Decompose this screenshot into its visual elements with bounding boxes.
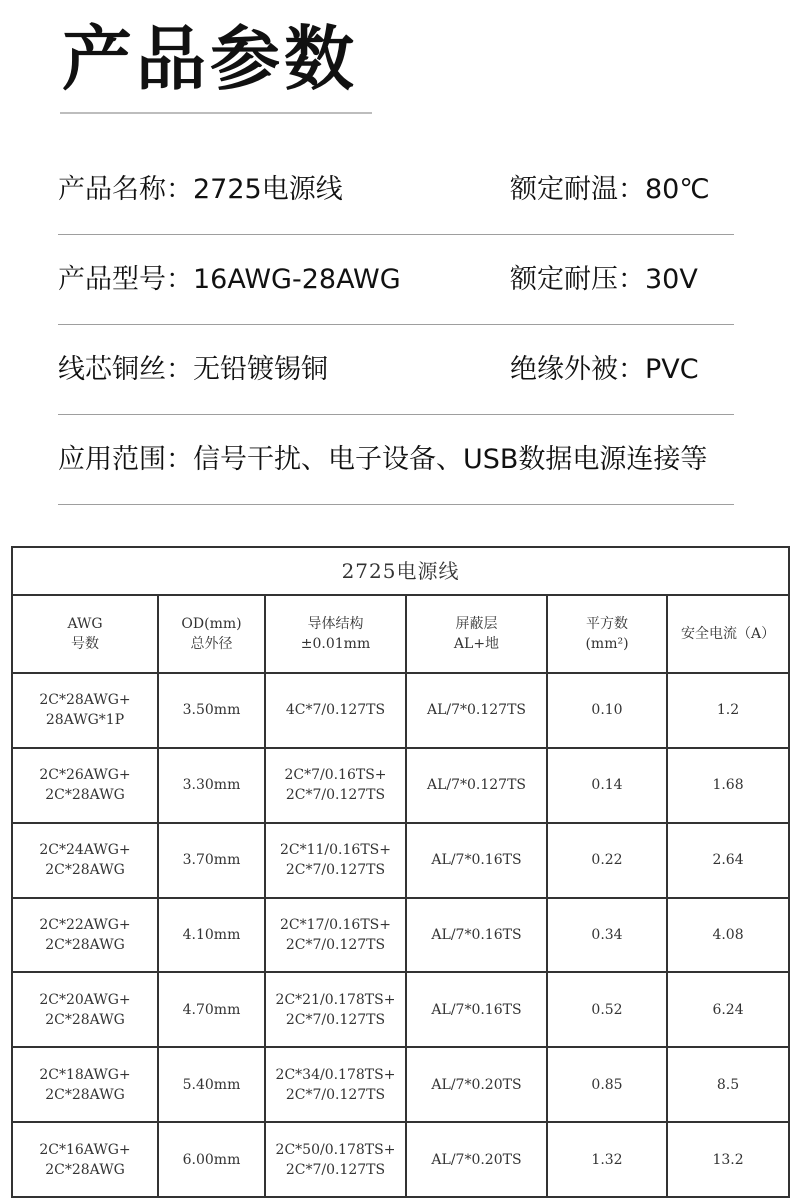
cell-shield: AL/7*0.20TS	[406, 1122, 547, 1197]
cell-line: 2C*28AWG	[45, 936, 125, 953]
cell-awg	[12, 748, 158, 823]
cell-line: 2C*17/0.16TS+	[280, 916, 391, 933]
cell-line: 2C*7/0.127TS	[285, 1011, 386, 1028]
table-caption: 2725电源线	[12, 547, 789, 595]
table-row	[12, 748, 789, 823]
cell-current: 13.2	[667, 1122, 789, 1197]
cell-shield: AL/7*0.127TS	[406, 748, 547, 823]
header-shield	[406, 595, 547, 673]
cell-line: 2C*21/0.178TS+	[275, 991, 396, 1008]
param-insulation: 绝缘外被：PVC	[510, 354, 699, 385]
param-core-wire: 线芯铜丝：无铅镀锡铜	[58, 354, 328, 385]
cell-area: 0.22	[547, 823, 667, 898]
cell-awg	[12, 673, 158, 748]
cell-conductor	[265, 1122, 406, 1197]
cell-line: 2C*7/0.127TS	[285, 862, 386, 879]
cell-awg	[12, 898, 158, 973]
header-line: ±0.01mm	[300, 636, 371, 652]
header-awg	[12, 595, 158, 673]
cell-awg	[12, 1047, 158, 1122]
header-line: 安全电流（A）	[680, 626, 776, 642]
cell-conductor	[265, 823, 406, 898]
header-line: 平方数	[586, 616, 628, 632]
cell-area: 0.34	[547, 898, 667, 973]
header-line: (mm²)	[585, 636, 629, 652]
cell-area: 1.32	[547, 1122, 667, 1197]
header-line: 号数	[71, 636, 99, 652]
table-row	[12, 972, 789, 1047]
cell-current: 8.5	[667, 1047, 789, 1122]
cell-line: 2C*7/0.127TS	[285, 1161, 386, 1178]
cell-awg	[12, 972, 158, 1047]
cell-current: 4.08	[667, 898, 789, 973]
param-product-model: 产品型号：16AWG-28AWG	[58, 264, 401, 295]
cell-line: 2C*34/0.178TS+	[275, 1066, 396, 1083]
header-area	[547, 595, 667, 673]
header-line: AWG	[67, 616, 103, 632]
cell-line: 2C*20AWG+	[39, 991, 131, 1008]
title-divider	[60, 112, 372, 114]
cell-line: 2C*28AWG+	[39, 692, 131, 709]
param-list	[58, 145, 734, 505]
cell-shield: AL/7*0.16TS	[406, 972, 547, 1047]
header-current	[667, 595, 789, 673]
cell-current: 6.24	[667, 972, 789, 1047]
cell-current: 2.64	[667, 823, 789, 898]
cell-area: 0.85	[547, 1047, 667, 1122]
cell-line: 2C*28AWG	[45, 862, 125, 879]
cell-od: 3.50mm	[158, 673, 265, 748]
cell-line: 2C*28AWG	[45, 1011, 125, 1028]
table-row	[12, 823, 789, 898]
cell-od: 4.10mm	[158, 898, 265, 973]
cell-line: 2C*7/0.16TS+	[284, 767, 387, 784]
cell-line: 2C*7/0.127TS	[285, 1086, 386, 1103]
cell-conductor	[265, 898, 406, 973]
page-title: 产品参数	[62, 18, 358, 100]
header-conductor	[265, 595, 406, 673]
cell-conductor	[265, 972, 406, 1047]
cell-od: 5.40mm	[158, 1047, 265, 1122]
cell-od: 6.00mm	[158, 1122, 265, 1197]
cell-line: 28AWG*1P	[45, 712, 125, 729]
table-row	[12, 1122, 789, 1197]
cell-awg	[12, 823, 158, 898]
param-row	[58, 325, 734, 415]
cell-line: 2C*7/0.127TS	[285, 936, 386, 953]
cell-line: 2C*28AWG	[45, 1086, 125, 1103]
param-rated-voltage: 额定耐压：30V	[510, 264, 698, 295]
cell-line: 2C*7/0.127TS	[285, 787, 386, 804]
table-row	[12, 898, 789, 973]
cell-line: 2C*22AWG+	[39, 916, 131, 933]
cell-area: 0.10	[547, 673, 667, 748]
header-line: AL+地	[453, 636, 500, 652]
cell-line: 2C*50/0.178TS+	[275, 1141, 396, 1158]
cell-area: 0.52	[547, 972, 667, 1047]
cell-line: 2C*24AWG+	[39, 842, 131, 859]
cell-line: 4C*7/0.127TS	[285, 702, 386, 719]
cell-current: 1.2	[667, 673, 789, 748]
table-header-row	[12, 595, 789, 673]
cell-shield: AL/7*0.20TS	[406, 1047, 547, 1122]
param-application: 应用范围：信号干扰、电子设备、USB数据电源连接等	[58, 444, 708, 475]
param-row	[58, 235, 734, 325]
table-row	[12, 1047, 789, 1122]
cell-line: 2C*18AWG+	[39, 1066, 131, 1083]
header-od	[158, 595, 265, 673]
cell-od: 3.30mm	[158, 748, 265, 823]
cell-shield: AL/7*0.16TS	[406, 823, 547, 898]
cell-od: 3.70mm	[158, 823, 265, 898]
param-product-name: 产品名称：2725电源线	[58, 174, 343, 205]
cell-conductor	[265, 748, 406, 823]
header-line: 导体结构	[307, 616, 364, 632]
cell-awg	[12, 1122, 158, 1197]
cell-current: 1.68	[667, 748, 789, 823]
table-row	[12, 673, 789, 748]
cell-conductor	[265, 1047, 406, 1122]
header-line: 总外径	[190, 636, 233, 652]
param-row	[58, 415, 734, 505]
header-line: 屏蔽层	[455, 616, 498, 632]
param-rated-temperature: 额定耐温：80℃	[510, 174, 710, 205]
cell-line: 2C*28AWG	[45, 1161, 125, 1178]
cell-conductor	[265, 673, 406, 748]
param-row	[58, 145, 734, 235]
cell-line: 2C*26AWG+	[39, 767, 131, 784]
cell-area: 0.14	[547, 748, 667, 823]
cell-shield: AL/7*0.127TS	[406, 673, 547, 748]
header-line: OD(mm)	[181, 616, 242, 632]
cell-line: 2C*16AWG+	[39, 1141, 131, 1158]
cell-line: 2C*28AWG	[45, 787, 125, 804]
cell-od: 4.70mm	[158, 972, 265, 1047]
cell-line: 2C*11/0.16TS+	[280, 842, 391, 859]
cell-shield: AL/7*0.16TS	[406, 898, 547, 973]
spec-table	[11, 546, 790, 1198]
